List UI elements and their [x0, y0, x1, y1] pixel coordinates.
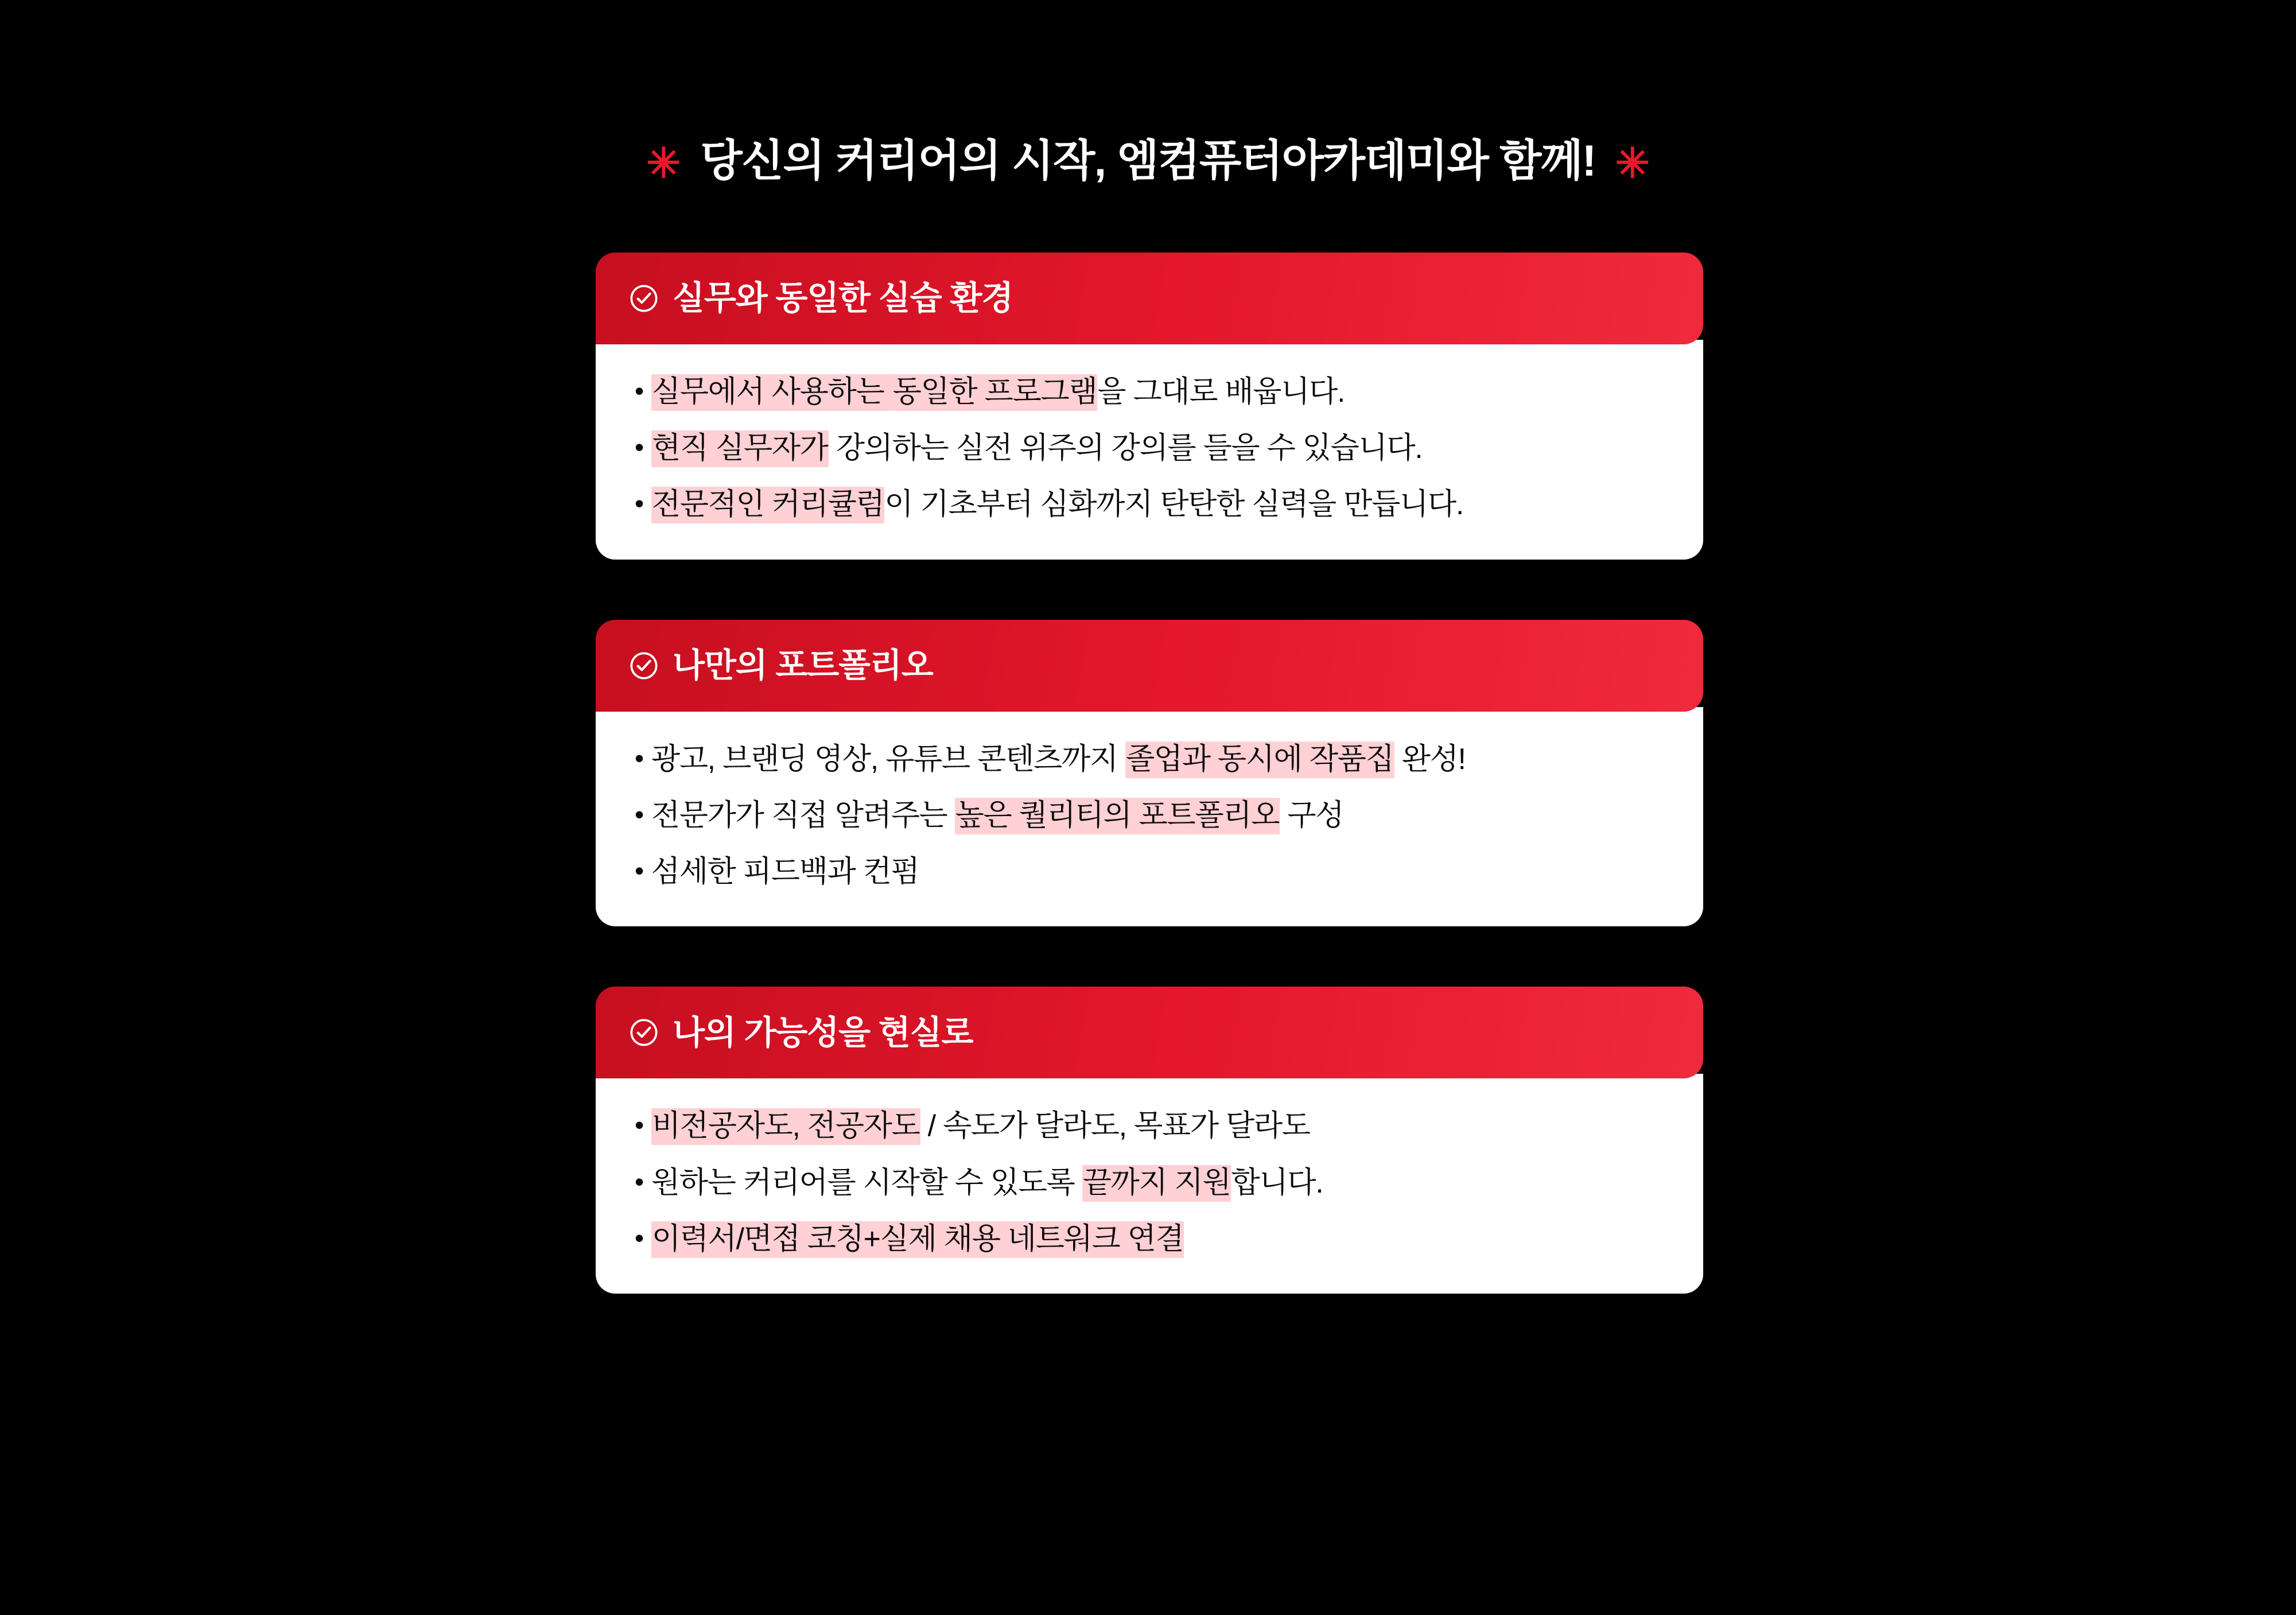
bullet-marker: • — [635, 1222, 643, 1253]
page-headline — [0, 135, 2296, 187]
list-item — [635, 1222, 1669, 1256]
plain-span: 전문가가 직접 알려주는 — [651, 798, 955, 832]
bullet-marker: • — [635, 432, 643, 463]
check-circle-icon — [629, 1018, 659, 1047]
plain-span: 섬세한 피드백과 컨펌 — [651, 855, 919, 889]
plain-span: 원하는 커리어를 시작할 수 있도록 — [651, 1166, 1082, 1199]
list-item — [635, 1109, 1669, 1143]
plain-span: 합니다. — [1231, 1166, 1323, 1199]
bullet-marker: • — [635, 799, 643, 829]
list-item-text — [651, 1109, 1310, 1143]
list-item — [635, 799, 1669, 832]
highlight-span: 전문적인 커리큘럼 — [651, 487, 885, 523]
plain-span: 광고, 브랜딩 영상, 유튜브 콘텐츠까지 — [651, 742, 1125, 776]
plain-span: / 속도가 달라도, 목표가 달라도 — [920, 1109, 1310, 1143]
feature-card-title: 나의 가능성을 현실로 — [673, 1014, 973, 1051]
feature-card-body — [596, 1074, 1703, 1294]
highlight-span: 현직 실무자가 — [651, 430, 829, 467]
feature-card-list — [596, 253, 1703, 1354]
highlight-span: 높은 퀄리티의 포트폴리오 — [955, 798, 1280, 834]
bullet-marker: • — [635, 488, 643, 519]
check-circle-icon — [629, 651, 659, 681]
list-item — [635, 743, 1669, 776]
highlight-span: 동일한 프로그램 — [892, 374, 1098, 411]
list-item — [635, 375, 1669, 409]
asterisk-icon-right: ✳ — [1615, 140, 1650, 187]
highlight-span: 비전공자도, 전공자도 — [651, 1108, 920, 1145]
list-item-text — [651, 1166, 1323, 1199]
headline-text: 당신의 커리어의 시작, 엠컴퓨터아카데미와 함께! — [700, 137, 1596, 185]
bullet-marker: • — [635, 376, 643, 406]
list-item — [635, 488, 1669, 521]
list-item-text — [651, 799, 1343, 832]
feature-card — [596, 620, 1703, 927]
plain-span: 을 그대로 배웁니다. — [1097, 375, 1345, 409]
list-item-text — [651, 432, 1423, 465]
plain-span: 구성 — [1280, 798, 1344, 832]
list-item-text — [651, 743, 1466, 776]
highlight-span: 끝까지 지원 — [1082, 1165, 1231, 1202]
bullet-marker: • — [635, 1166, 643, 1197]
feature-card-body — [596, 340, 1703, 560]
check-circle-icon — [629, 284, 659, 313]
highlight-span: 이력서/면접 코칭+실제 채용 네트워크 연결 — [651, 1221, 1184, 1258]
list-item-text — [651, 1222, 1184, 1256]
plain-span: 강의하는 실전 위주의 강의를 들을 수 있습니다. — [828, 432, 1423, 465]
feature-card — [596, 253, 1703, 560]
list-item — [635, 432, 1669, 465]
bullet-marker: • — [635, 856, 643, 886]
list-item-text — [651, 375, 1345, 409]
list-item-text — [651, 488, 1463, 521]
feature-card-body — [596, 707, 1703, 927]
highlight-span: 졸업과 동시에 작품집 — [1125, 741, 1394, 778]
highlight-span: 실무에서 사용하는 — [651, 374, 892, 411]
feature-card-header — [596, 987, 1703, 1078]
feature-card-header — [596, 253, 1703, 344]
feature-card — [596, 987, 1703, 1294]
feature-card-header — [596, 620, 1703, 712]
list-item — [635, 855, 1669, 888]
feature-card-title: 실무와 동일한 실습 환경 — [673, 279, 1013, 317]
feature-card-title: 나만의 포트폴리오 — [673, 646, 933, 684]
list-item — [635, 1166, 1669, 1199]
list-item-text — [651, 855, 919, 888]
asterisk-icon-left: ✳ — [646, 140, 681, 187]
bullet-marker: • — [635, 743, 643, 773]
bullet-marker: • — [635, 1110, 643, 1140]
plain-span: 완성! — [1394, 742, 1466, 776]
plain-span: 이 기초부터 심화까지 탄탄한 실력을 만듭니다. — [884, 488, 1464, 522]
